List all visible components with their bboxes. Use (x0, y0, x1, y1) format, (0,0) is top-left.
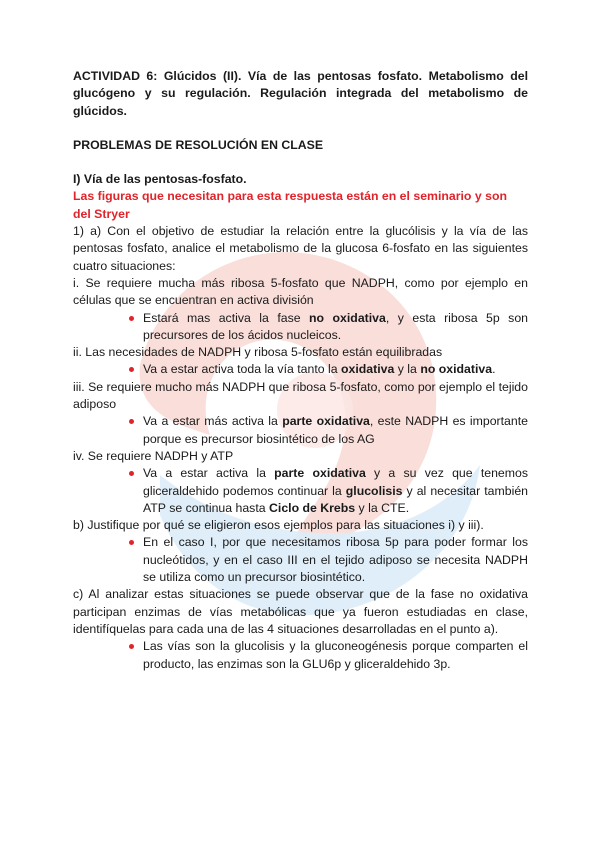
answer-bold: no oxidativa (420, 362, 493, 377)
answer-bold: Ciclo de Krebs (269, 500, 356, 515)
question-1a: 1) a) Con el objetivo de estudiar la relación entre la glucólisis y la vía de las pentosas fosfato, analice el metabolismo de la glucosa 6-fosfato en las siguientes cuatro situaciones: (73, 224, 528, 273)
answer-list-i (73, 310, 528, 345)
answer-b (143, 534, 528, 586)
answer-i (143, 310, 528, 345)
bullet-dot-icon (129, 644, 134, 649)
document-title: ACTIVIDAD 6: Glúcidos (II). Vía de las pentosas fosfato. Metabolismo del glucógeno y su regulación. Regulación integrada del metabolismo de glúcidos. (73, 69, 528, 118)
answer-list-c (73, 638, 528, 673)
answer-list-ii (73, 361, 528, 378)
answer-text: Estará mas activa la fase (143, 310, 310, 325)
answer-text: En el caso I, por que necesitamos ribosa 5p para poder formar los nucleótidos, y en el caso III en el tejido adiposo se necesita NADPH se utiliza como un precursor biosintético. (143, 535, 528, 585)
answer-list-iii (73, 413, 528, 448)
answer-text: , y esta ribosa 5p son precursores de los ácidos nucleicos. (143, 310, 529, 342)
answer-text: Va a estar más activa la (143, 414, 283, 429)
answer-text: y a su vez que tenemos gliceraldehido podemos continuar la (143, 466, 528, 498)
answer-text: Va a estar activa la (143, 466, 275, 481)
answer-text: y la (394, 362, 421, 377)
section-heading: PROBLEMAS DE RESOLUCIÓN EN CLASE (73, 137, 324, 152)
answer-text: y al necesitar también ATP se continua hasta (143, 483, 529, 515)
case-ii: ii. Las necesidades de NADPH y ribosa 5-fosfato están equilibradas (73, 345, 443, 360)
bullet-dot-icon (129, 316, 134, 321)
answer-iii (143, 413, 528, 448)
answer-list-iv (73, 465, 528, 517)
case-i: i. Se requiere mucha más ribosa 5-fosfato que NADPH, como por ejemplo en células que se encuentran en activa división (73, 275, 528, 308)
answer-text: . (492, 362, 496, 377)
case-iii: iii. Se requiere mucho más NADPH que ribosa 5-fosfato, como por ejemplo el tejido adiposo (73, 379, 528, 412)
case-iv: iv. Se requiere NADPH y ATP (73, 448, 234, 463)
question-1c: c) Al analizar estas situaciones se puede observar que de la fase no oxidativa participan enzimas de vías metabólicas que ya fueron estudiadas en clase, identifíquelas para cada una de las 4 situaciones desarrolladas en el punto a). (73, 587, 528, 636)
red-note: Las figuras que necesitan para esta respuesta están en el seminario y son del Stryer (73, 189, 507, 221)
answer-bold: no oxidativa (309, 310, 386, 325)
answer-ii (143, 361, 528, 378)
answer-list-b (73, 534, 528, 586)
answer-bold: glucolisis (345, 483, 403, 498)
answer-iv (143, 465, 528, 517)
answer-text: , este NADPH es importante porque es precursor biosintético de los AG (143, 414, 528, 446)
question-1b: b) Justifique por qué se eligieron esos ejemplos para las situaciones i) y iii). (73, 518, 484, 533)
answer-text: Va a estar activa toda la vía tanto la (143, 362, 342, 377)
answer-c (143, 638, 528, 673)
answer-text: Las vías son la glucolisis y la gluconeogénesis porque comparten el producto, las enzimas son la GLU6p y gliceraldehido 3p. (143, 639, 528, 671)
bullet-dot-icon (129, 540, 134, 545)
bullet-dot-icon (129, 419, 134, 424)
document-page (73, 68, 528, 673)
answer-bold: parte oxidativa (282, 414, 370, 429)
answer-text: y la CTE. (355, 500, 410, 515)
bullet-dot-icon (129, 367, 134, 372)
bullet-dot-icon (129, 471, 134, 476)
subsection-heading: I) Vía de las pentosas-fosfato. (73, 172, 247, 187)
answer-bold: parte oxidativa (274, 466, 366, 481)
answer-bold: oxidativa (341, 362, 395, 377)
